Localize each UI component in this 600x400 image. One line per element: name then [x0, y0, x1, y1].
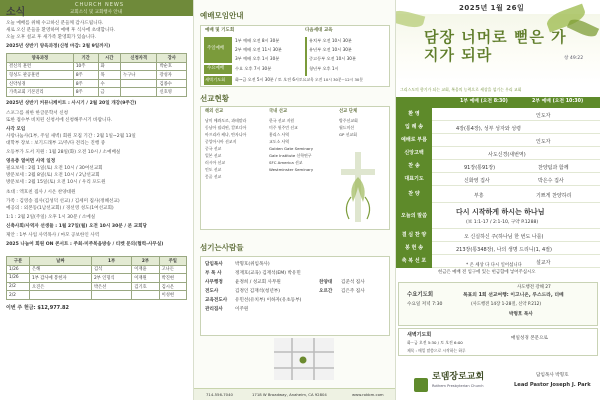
- table-cell: 1/26: [7, 265, 30, 274]
- staff-role: 교육전도사: [205, 298, 228, 303]
- phone-text: 714-556-7040: [206, 392, 233, 397]
- table-cell: 강성자: [157, 71, 187, 80]
- mission-item: 인도 선교: [205, 167, 222, 172]
- table-row: [7, 62, 187, 71]
- mission-item: 방주선교회: [339, 118, 358, 123]
- schedule-label: 주일예배: [207, 46, 224, 51]
- table-cell: 결신의 훈련: [7, 62, 74, 71]
- news-line: 제안 : 1부 사업 사역목사 / 마모 공보한인 사역: [6, 233, 100, 238]
- worship-row-label: 신앙고백: [396, 147, 432, 160]
- staff-role: 오르간: [319, 289, 333, 294]
- table-cell: 김기호: [132, 282, 159, 291]
- worship-row-value: 기쁘게 찬양하리: [536, 193, 572, 199]
- table-row: [7, 265, 187, 274]
- mission-item: 동남아 필리핀, 캄보디아: [205, 125, 247, 130]
- course-table: [6, 53, 187, 97]
- news-line: 영유층 열어면 사역 일정: [6, 159, 56, 164]
- worship-row: [396, 229, 600, 242]
- schedule-label: 새벽기도회: [205, 77, 226, 82]
- staff-name: 김준석 집사: [341, 280, 365, 285]
- worship-row-label: 찬 양: [396, 186, 432, 203]
- table-cell: 이재윤: [132, 265, 159, 274]
- worship-row-label: 입 례 송: [396, 121, 432, 134]
- service-col-title: 2부 예배 (오전 10:30): [532, 99, 584, 104]
- worship-row-value: 박은수 집사: [538, 178, 564, 184]
- news-line: 방문보세 : 2월 15일(토) 오전 10시 / 우리 포도원: [6, 180, 106, 185]
- staff-role: 사무행정: [205, 280, 223, 285]
- mission-col-title: 해외 선교: [205, 109, 224, 114]
- worship-row: [396, 147, 600, 160]
- mission-item: 남미 에콰도르, 과테말라: [205, 118, 247, 123]
- worship-row: [396, 121, 600, 134]
- offering-total: 이번 주 헌금: $12,977.82: [6, 305, 70, 311]
- staff-role: 부 목 사: [205, 271, 222, 276]
- mission-col-title: 선교 단체: [339, 109, 358, 114]
- wednesday-title: 수요기도회: [407, 292, 434, 298]
- table-cell: 목: [98, 71, 120, 80]
- table-header-cell: 주일: [159, 257, 186, 266]
- hero-reference: 창 49:22: [564, 56, 584, 61]
- table-cell: 화: [98, 62, 120, 71]
- mission-item: Gale Institute 신학연구: [269, 153, 312, 158]
- news-subtitle: 2025년 상반기 양육과정(신청 마감: 2월 9일까지): [6, 44, 111, 49]
- worship-row: [396, 203, 600, 229]
- education-item: 유년부 오전 10시 30분: [309, 47, 352, 52]
- staff-role: 담임목사: [205, 262, 223, 267]
- worship-row-value: 오 신실하신 주(하나님 한 번도 나를): [464, 234, 544, 240]
- hero-quote: 그리스도의 향기가 되는 교회, 복음의 능력으로 세상을 섬기는 우리 교회: [400, 87, 522, 92]
- table-header-cell: 날짜: [29, 257, 91, 266]
- news-line: 또한 접수부 비치된 신청서에 신청해주시기 바랍니다.: [6, 118, 113, 123]
- section-title-staff: 섬기는사람들: [200, 243, 244, 252]
- schedule-item: 2부 예배 오전 11시 30분: [235, 47, 282, 52]
- contact-footer: [194, 388, 396, 400]
- service-roster-table: [6, 256, 187, 300]
- table-cell: 고나돈: [159, 265, 186, 274]
- wednesday-service-box: [398, 282, 598, 326]
- table-cell: 수: [98, 79, 120, 88]
- map-icon: [274, 338, 334, 380]
- worship-row-label: 예배로 부름: [396, 134, 432, 147]
- table-cell: 8주: [73, 79, 98, 88]
- mission-col-title: 국내 선교: [269, 109, 288, 114]
- staff-name: 윤정희 / 성교회 사무원: [235, 280, 281, 285]
- table-header-cell: 1부: [91, 257, 131, 266]
- worship-row: [396, 160, 600, 173]
- staff-name: 김은주 집사: [341, 289, 365, 294]
- news-line: 오늘 예배를 위해 수고하신 분들께 감사드립니다.: [6, 21, 104, 26]
- table-cell: 김종수: [157, 79, 187, 88]
- table-row: [7, 88, 187, 97]
- table-cell: 누구나: [120, 71, 156, 80]
- table-header-cell: 양육과정: [7, 54, 74, 63]
- notice-line: 헌금은 예배 전 입구에 있는 헌금함에 넣어주십시오: [438, 270, 536, 275]
- worship-row-value: 213장(통348장), 나의 생명 드리니(1, 4절): [456, 247, 552, 253]
- mission-item: 홈리스 사역: [269, 132, 290, 137]
- news-line: 가족 : 김영송 집사(김성덕 선교) / 김세미 집사(정혜선교): [6, 199, 120, 204]
- dawn-prayer-box: [398, 328, 598, 356]
- table-cell: [120, 88, 156, 97]
- table-cell: 형성도 관공훈련: [7, 71, 74, 80]
- worship-row: [396, 134, 600, 147]
- church-logo-icon: [414, 378, 428, 392]
- table-header-row: [7, 257, 187, 266]
- news-line: 오등부가 도서 지원 : 1월 28일(화) 오전 10시 / 소예배실: [6, 150, 121, 155]
- worship-row-value: 찬양팀과 함께: [538, 165, 569, 171]
- table-cell: 김석: [91, 265, 131, 274]
- wednesday-time: 수요일 저녁 7:30: [407, 302, 443, 307]
- section-title-worship: 예배모임안내: [200, 11, 244, 20]
- news-line: 사랑나눔사(1부, 주일 새벽) 회원 모집 기간 : 2월 1일~2월 13일: [6, 134, 136, 139]
- mission-item: 한국 선교 지원: [269, 118, 295, 123]
- schedule-label: 수요예배: [207, 66, 224, 71]
- table-cell: 10주: [73, 62, 98, 71]
- sermon-reference: (보 1:1-17 / 2:1-10, 구약 P.1288): [466, 220, 539, 225]
- news-line: 1:1 : 2월 2일(주일) 오후 1시 30분 / 소예실: [6, 215, 96, 220]
- hero-title: 담장 너머로 뻗은 가지가 되라: [424, 28, 567, 64]
- table-cell: 1/26: [7, 274, 30, 283]
- service-header: [396, 97, 600, 108]
- mission-item: 월드미션: [339, 125, 355, 130]
- mission-item: Golden Gate Seminary: [269, 146, 314, 151]
- news-line: 예공의 : 외본동(1남선교회) / 경선영 성도(1여선교회): [6, 206, 114, 211]
- mission-box: [200, 106, 390, 230]
- staff-role: 찬양대: [319, 280, 333, 285]
- mission-item: 중국 선교: [205, 146, 222, 151]
- table-header-cell: 2부: [132, 257, 159, 266]
- dawn-text: 매일성경 본문으로: [511, 336, 548, 341]
- table-cell: 금: [98, 88, 120, 97]
- section-title-mission: 선교현황: [200, 94, 229, 103]
- table-cell: 8주: [73, 88, 98, 97]
- news-line: 사각 모임: [6, 127, 26, 132]
- table-cell: 김시온: [159, 282, 186, 291]
- table-cell: [120, 79, 156, 88]
- news-header: [0, 0, 193, 16]
- staff-name: 박형호(위임목사): [235, 262, 270, 267]
- staff-name: 정재호(교육) 김재석(EM) 박유민: [235, 271, 301, 276]
- table-cell: [132, 291, 159, 300]
- cross-lily-icon: [333, 147, 383, 227]
- table-header-cell: 강사: [157, 54, 187, 63]
- worship-schedule-box: [200, 25, 390, 87]
- education-item: 토요교육 오전 10시 30분~12시 30분: [299, 77, 364, 82]
- table-header-cell: 구분: [7, 257, 30, 266]
- church-name-english: Rothem Presbyterian Church: [432, 384, 484, 388]
- table-row: [7, 291, 187, 300]
- address-text: 1718 W Broadway, Anaheim, CA 92804: [252, 392, 327, 397]
- table-cell: [120, 62, 156, 71]
- staff-name: 유민선(유치부) 이하자(유초등부): [235, 298, 302, 303]
- worship-row-label: 축 복 선 포: [396, 255, 432, 268]
- wednesday-reference: (사도행전 14장 1-28절, 신약 P.212): [471, 302, 542, 307]
- news-line: 초대 : 엑호친 집사 / 시온 찬양대원: [6, 190, 76, 195]
- worship-row-value: 인도자: [536, 113, 551, 119]
- table-row: [7, 71, 187, 80]
- table-cell: 은해: [29, 265, 91, 274]
- worship-row: [396, 186, 600, 203]
- table-cell: 가족교회 기본진리: [7, 88, 74, 97]
- news-header-label: CHURCH NEWS: [75, 2, 124, 8]
- news-header-sub: 교회소식 및 교회행사 안내: [70, 10, 123, 15]
- table-header-row: [7, 54, 187, 63]
- worship-row-label: 봉 헌 송: [396, 242, 432, 255]
- schedule-item: 화~금 오전 5시 30분 / 토 오전 6시: [235, 77, 299, 82]
- worship-row-value: 설교자: [536, 260, 551, 266]
- mission-item: 러시아 선교: [205, 160, 226, 165]
- schedule-col-title: 예배 및 기도회: [205, 28, 235, 33]
- education-item: 청년부 오후 1시: [309, 66, 339, 71]
- schedule-col-title: 다음세대 교육: [305, 28, 333, 33]
- news-header-title: 소식: [6, 7, 26, 18]
- bulletin-date: 2025년 1월 26일: [459, 4, 525, 12]
- table-row: [7, 274, 187, 283]
- table-cell: [91, 291, 131, 300]
- table-header-cell: 시간: [98, 54, 120, 63]
- table-header-cell: 신청자격: [120, 54, 156, 63]
- worship-row-label: 결 심 찬 양: [396, 229, 432, 242]
- mission-item: 몽골 선교: [205, 174, 222, 179]
- dawn-note: 제목 : 매일 말씀으로 시작하는 하루: [407, 348, 466, 353]
- table-cell: 박진현: [159, 274, 186, 283]
- table-cell: 신호영: [157, 88, 187, 97]
- table-cell: 8주: [73, 71, 98, 80]
- church-name: 로뎀장로교회: [432, 372, 485, 382]
- mission-item: 아프리카 케냐, 탄자니아: [205, 132, 247, 137]
- table-cell: 신약성경: [7, 79, 74, 88]
- wednesday-sermon: 목표의 1회 선교여행: 이고니온, 루스드라, 더베: [463, 293, 564, 298]
- worship-info-panel: [193, 0, 396, 400]
- hero-banner: [396, 14, 600, 84]
- schedule-item: 3부 예배 오후 1시 30분: [235, 56, 280, 61]
- news-line: 새로 오신 분들을 환영하며 예배 후 식사에 초대합니다.: [6, 28, 116, 33]
- news-subtitle: 2025년 상반기 커뮤니케이트 : 사시기 / 2월 20일 개강(9주간): [6, 101, 137, 106]
- worship-row-label: 오늘의 말씀: [396, 203, 432, 229]
- mission-item: Westminster Seminary: [269, 167, 314, 172]
- news-line: 오늘 오후 설교 후 새가족 환영회가 있습니다.: [6, 35, 97, 40]
- wednesday-preacher: 박형호 목사: [509, 312, 533, 317]
- news-line: 2025 나눔어 회원 ON 콘서트 : 주최-미주복음방송 / 티켓 문의(협력-사무실): [6, 242, 164, 247]
- staff-role: 관리집사: [205, 307, 223, 312]
- website-link[interactable]: www.rokbm.com: [352, 392, 384, 397]
- worship-row-value: 사도신경(새번역): [488, 152, 526, 158]
- worship-row: [396, 173, 600, 186]
- pastor-english: Lead Pastor Joseph J. Park: [514, 382, 591, 388]
- divider: [305, 37, 307, 76]
- schedule-item: 1부 예배 오전 8시 30분: [235, 38, 280, 43]
- table-cell: 2부 인형식: [91, 274, 131, 283]
- table-cell: 이재원: [132, 274, 159, 283]
- news-line: 스포그를 위한 한글문학서 신청: [6, 111, 69, 116]
- staff-name: 김정인 김재석(청년부): [235, 289, 280, 294]
- schedule-item: 수요 오후 7시 30분: [235, 66, 272, 71]
- olive-leaf-icon: [396, 8, 425, 30]
- worship-row-label: 환 영: [396, 108, 432, 121]
- mission-item: GP 선교회: [339, 132, 357, 137]
- table-header-cell: 기간: [73, 54, 98, 63]
- service-col-title: 1부 예배 (오전 8:30): [460, 99, 508, 104]
- mission-item: 교도소 사역: [269, 139, 290, 144]
- table-cell: 박은선: [91, 282, 131, 291]
- worship-row-value: 91장(통91장): [464, 165, 496, 171]
- worship-row-value: 인도자: [536, 139, 551, 145]
- worship-row-label: 대표기도: [396, 173, 432, 186]
- table-cell: 1부 감사예 봉헌자: [29, 274, 91, 283]
- mission-item: 중앙아시아 선교지: [205, 139, 237, 144]
- worship-row-value: 부흥: [474, 193, 484, 199]
- notice-line: * 온 세상 다 다시 일어섭니다: [466, 263, 522, 268]
- table-cell: 2/2: [7, 291, 30, 300]
- mission-item: 일본 선교: [205, 153, 222, 158]
- mission-item: SFC America 선교: [269, 160, 303, 165]
- dawn-time: 화~금 오전 5:30 / 토 오전 6:00: [407, 340, 463, 345]
- worship-row: [396, 242, 600, 255]
- church-news-panel: [0, 0, 193, 400]
- table-cell: 오진은: [29, 282, 91, 291]
- table-row: [7, 79, 187, 88]
- series-title: 사도행전 강해 27: [517, 285, 551, 290]
- worship-row: [396, 108, 600, 121]
- staff-box: [200, 256, 390, 336]
- table-cell: 2/2: [7, 282, 30, 291]
- mission-item: 미주 원주민 선교: [269, 125, 298, 130]
- education-item: 유치부 오전 10시 30분: [309, 38, 352, 43]
- worship-row-value: 신화영 집사: [464, 178, 490, 184]
- sermon-title: 다시 시작하게 하시는 하나님: [456, 208, 545, 216]
- news-line: 필요보세 : 2월 1일(토) 오전 10시 / 30여선교회: [6, 166, 103, 171]
- pastor-label: 담임목사 박형호: [536, 373, 569, 378]
- education-item: 중고등부 오전 10시 30분: [309, 56, 357, 61]
- news-line: 방문보세 : 2월 8일(토) 오전 10시 / 2남선교회: [6, 173, 100, 178]
- table-cell: [29, 291, 91, 300]
- staff-name: 이주원: [235, 307, 249, 312]
- staff-role: 전도사: [205, 289, 219, 294]
- news-line: 신축사회/사역자 선생들 : 1월 27일(월) 오전 10시 30분 / 본 교회당: [6, 224, 147, 229]
- news-line: 대학부 장보 : 보기드래부 고/주/다 전리는 진행 중: [6, 141, 106, 146]
- table-cell: 이성현: [159, 291, 186, 300]
- worship-row-value: 4장(통4장), 성부 성자와 성령: [456, 126, 521, 132]
- table-cell: 박순호: [157, 62, 187, 71]
- dawn-title: 새벽기도회: [407, 332, 432, 338]
- table-row: [7, 282, 187, 291]
- bulletin-front-panel: [396, 0, 600, 400]
- worship-row-label: 찬 송: [396, 160, 432, 173]
